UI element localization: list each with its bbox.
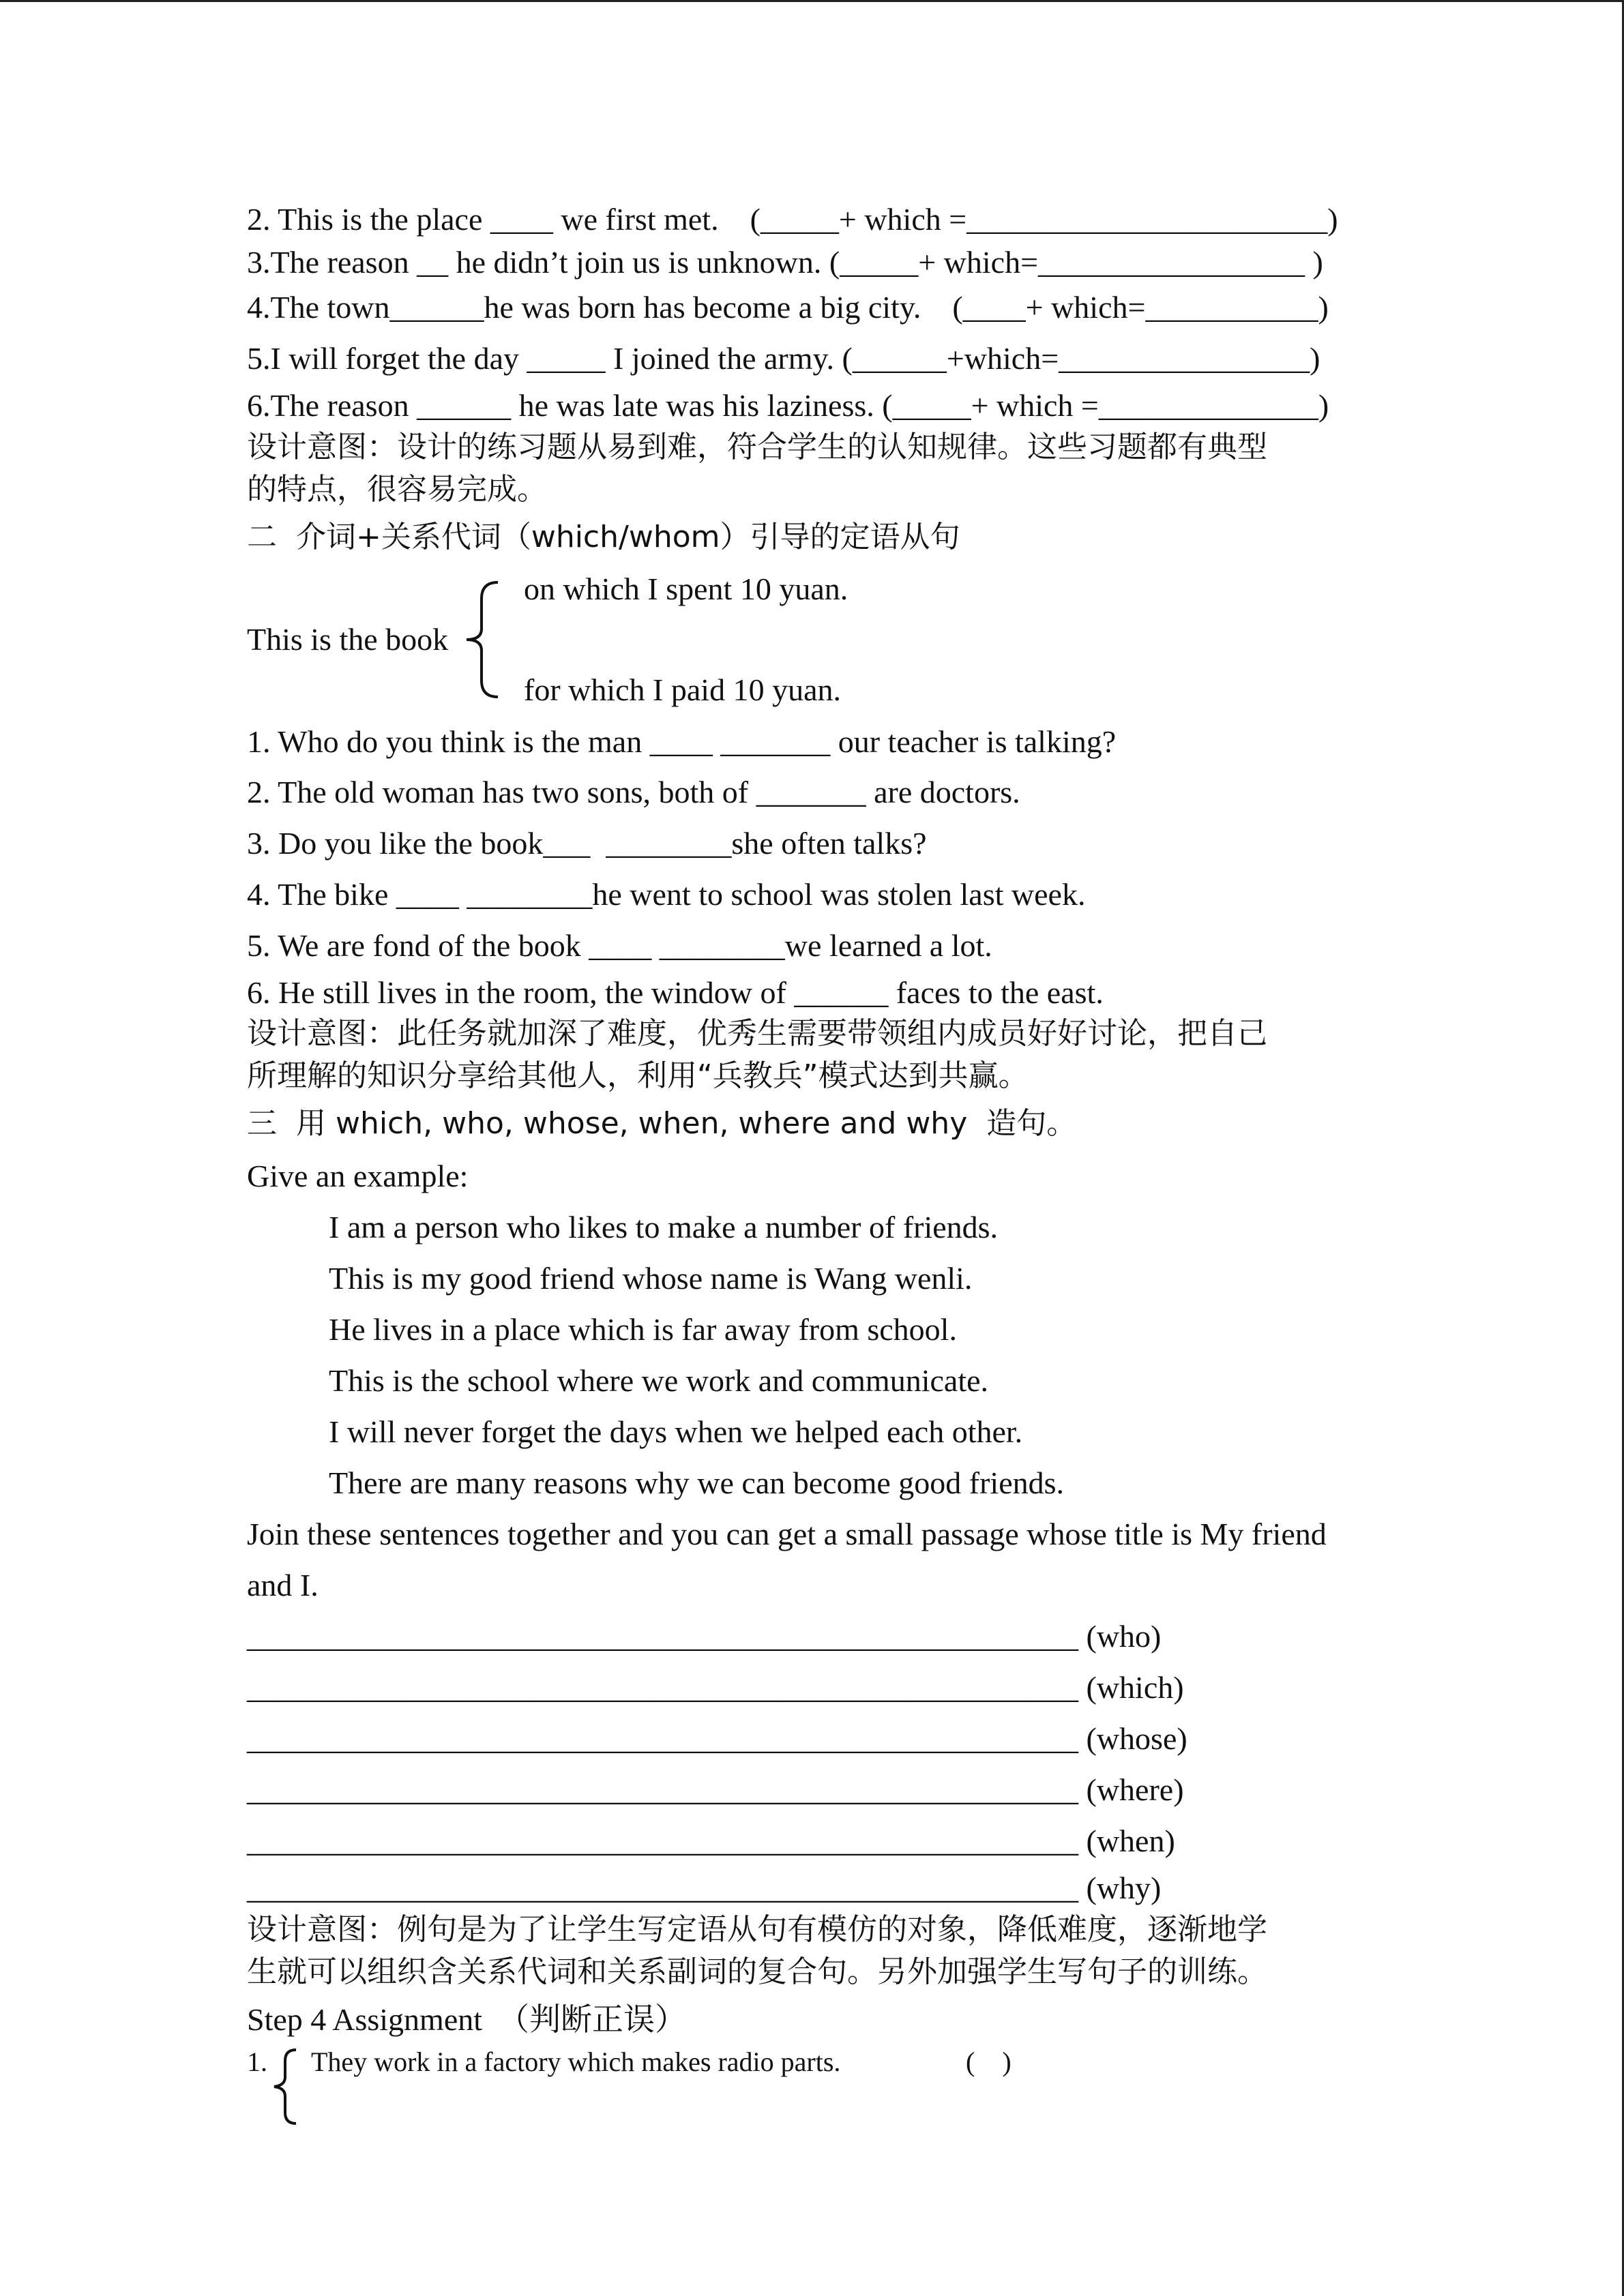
example-lead: This is the book (247, 622, 449, 657)
example-sentence: This is the school where we work and communicate. (329, 1363, 989, 1398)
design-intent-text: 设计意图：此任务就加深了难度，优秀生需要带领组内成员好好讨论，把自己 (247, 1016, 1267, 1051)
exercise-line: 2. This is the place ____ we first met. (_____+ which =_______________________) (247, 202, 1338, 237)
instruction-text: and I. (247, 1568, 319, 1602)
design-intent-text: 所理解的知识分享给其他人，利用“兵教兵”模式达到共赢。 (247, 1058, 1029, 1093)
instruction-text: Join these sentences together and you can get a small passage whose title is My friend (247, 1517, 1327, 1551)
answer-blank[interactable]: _____________________________________________________ (whose) (247, 1721, 1187, 1756)
example-label: Give an example: (247, 1159, 469, 1193)
left-brace-icon (267, 2046, 301, 2128)
example-sentence: This is my good friend whose name is Wang wenli. (329, 1261, 973, 1296)
page-top-border (0, 0, 1624, 2)
example-option: on which I spent 10 yuan. (524, 571, 848, 606)
blank-hint: (where) (1086, 1772, 1184, 1807)
example-sentence: I am a person who likes to make a number of friends. (329, 1210, 999, 1244)
design-intent-text: 设计意图：例句是为了让学生写定语从句有模仿的对象，降低难度，逐渐地学 (247, 1912, 1267, 1947)
design-intent-text: 设计意图：设计的练习题从易到难，符合学生的认知规律。这些习题都有典型 (247, 430, 1267, 464)
item-number: 1. (247, 2046, 267, 2077)
blank-hint: (which) (1086, 1670, 1184, 1705)
exercise-line: 4. The bike ____ ________he went to school was stolen last week. (247, 877, 1086, 912)
exercise-line: 3.The reason __ he didn’t join us is unknown. (_____+ which=_________________ ) (247, 245, 1323, 280)
exercise-line: 4.The town______he was born has become a big city. (____+ which=___________) (247, 290, 1329, 325)
blank-hint: (why) (1086, 1870, 1162, 1905)
section-heading: 二 介词+关系代词（which/whom）引导的定语从句 (247, 520, 960, 554)
exercise-line: 6. He still lives in the room, the window of ______ faces to the east. (247, 975, 1104, 1010)
blank-hint: (whose) (1086, 1721, 1187, 1756)
answer-blank[interactable]: _____________________________________________________ (why) (247, 1870, 1162, 1905)
exercise-line: 1. Who do you think is the man ____ _______ our teacher is talking? (247, 724, 1117, 759)
example-option: for which I paid 10 yuan. (524, 672, 841, 707)
left-brace-icon (457, 578, 505, 701)
section-heading: 三 用 which, who, whose, when, where and why 造句。 (247, 1106, 1077, 1141)
exercise-line: 6.The reason ______ he was late was his laziness. (_____+ which =______________) (247, 388, 1329, 423)
example-sentence: He lives in a place which is far away from school. (329, 1312, 957, 1347)
answer-blank[interactable]: _____________________________________________________ (when) (247, 1823, 1175, 1858)
design-intent-text: 生就可以组织含关系代词和关系副词的复合句。另外加强学生写句子的训练。 (247, 1954, 1267, 1989)
answer-paren[interactable]: ( ) (966, 2046, 1012, 2077)
step-heading: Step 4 Assignment （判断正误） (247, 2002, 687, 2037)
design-intent-text: 的特点，很容易完成。 (247, 472, 547, 507)
answer-blank[interactable]: _____________________________________________________ (which) (247, 1670, 1184, 1705)
example-sentence: There are many reasons why we can become good friends. (329, 1465, 1065, 1500)
exercise-line: 2. The old woman has two sons, both of _______ are doctors. (247, 775, 1020, 809)
blank-hint: (who) (1086, 1619, 1162, 1654)
answer-blank[interactable]: _____________________________________________________ (where) (247, 1772, 1184, 1807)
answer-blank[interactable]: _____________________________________________________ (who) (247, 1619, 1162, 1654)
example-sentence: I will never forget the days when we helped each other. (329, 1414, 1023, 1449)
exercise-line: 5. We are fond of the book ____ ________we learned a lot. (247, 928, 992, 963)
exercise-line: 5.I will forget the day _____ I joined the army. (______+which=________________) (247, 341, 1320, 376)
assignment-sentence: They work in a factory which makes radio parts. (311, 2046, 841, 2077)
blank-hint: (when) (1086, 1823, 1175, 1858)
exercise-line: 3. Do you like the book___ ________she often talks? (247, 826, 927, 861)
